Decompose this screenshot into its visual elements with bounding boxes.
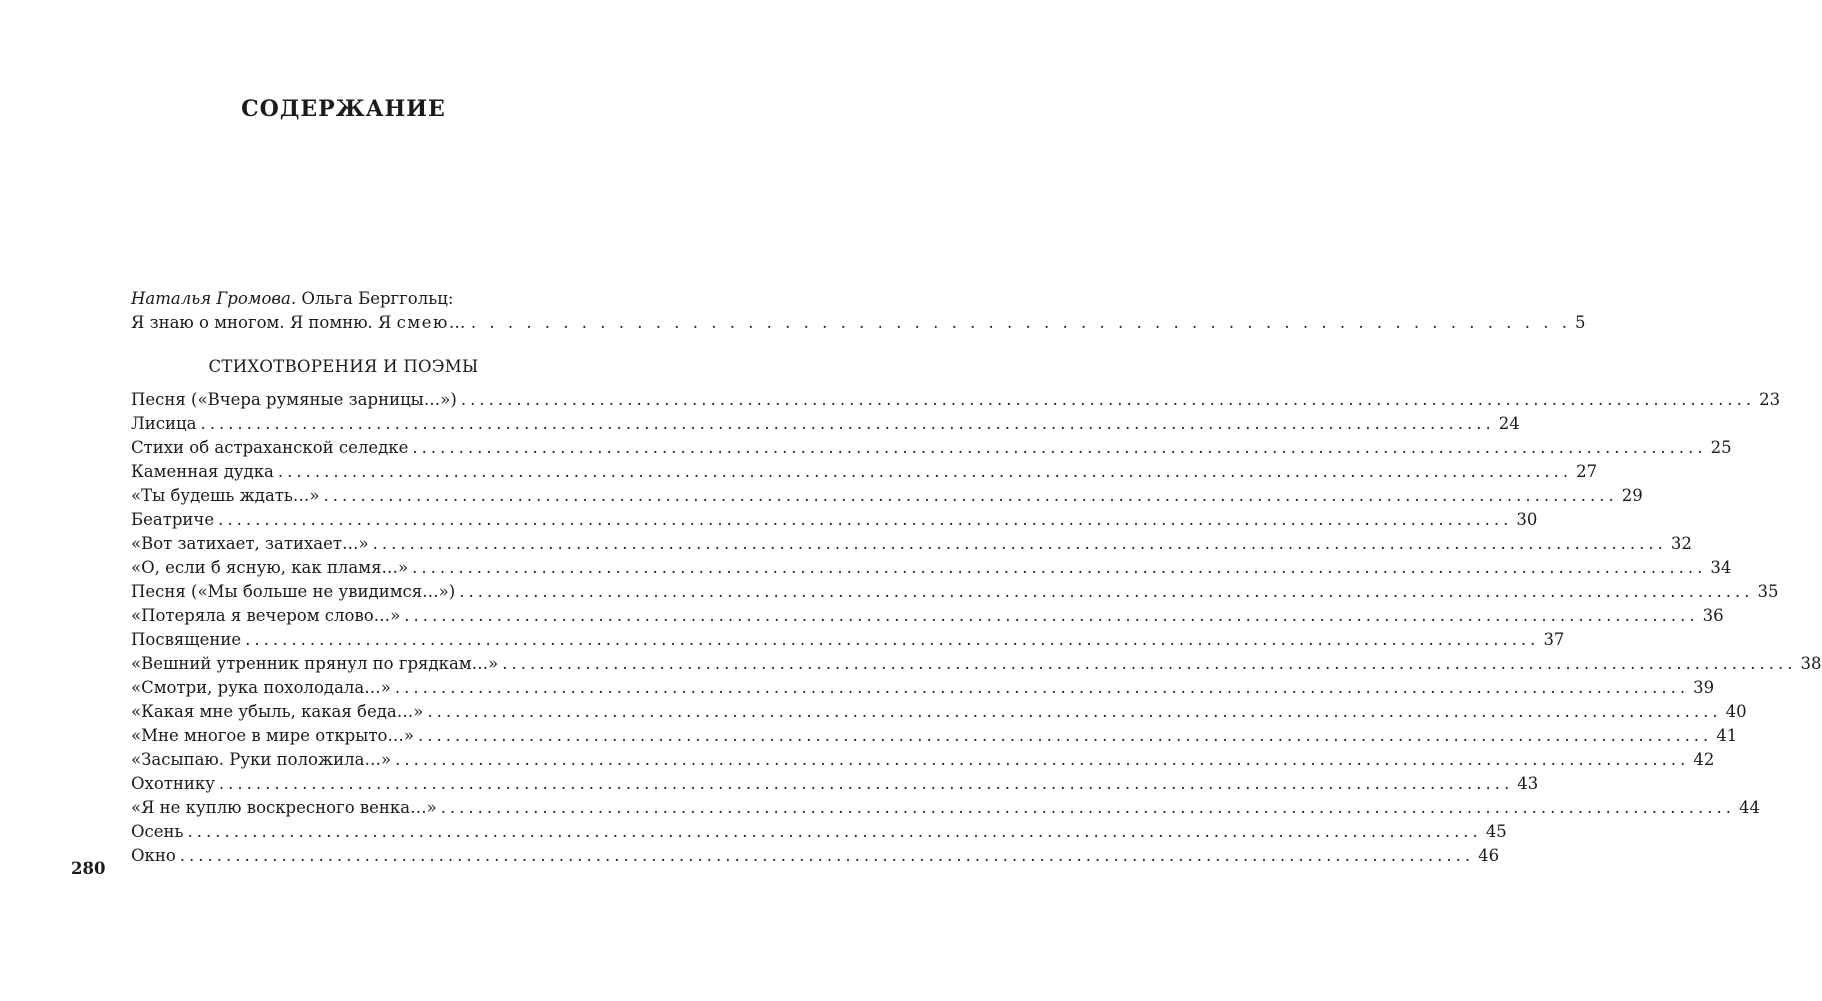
toc-entry: [131, 412, 1520, 436]
toc-entry: [131, 436, 1732, 460]
toc-entry-page: 41: [1716, 726, 1738, 745]
toc-entry: [131, 700, 1747, 724]
leader-dots: ............................................................................................................................................: [245, 630, 1540, 649]
toc-entry-page: 35: [1757, 582, 1779, 601]
toc-entry: [131, 460, 1598, 484]
intro-line-1: [131, 287, 607, 311]
toc-entry: [131, 508, 1538, 532]
toc-entry: [131, 484, 1643, 508]
toc-entry-page: 32: [1670, 534, 1692, 553]
leader-dots: ............................................................................................................................................: [323, 486, 1618, 505]
intro-title: [131, 311, 467, 335]
leader-dots: ............................................................................................................................................: [404, 606, 1699, 625]
toc-entry-page: 24: [1498, 414, 1520, 433]
leader-dots: ............................................................................................................................................: [277, 462, 1573, 481]
toc-entry: [131, 772, 1539, 796]
toc-entry-title: Песня («Мы больше не увидимся…»): [131, 582, 456, 601]
leader-dots: ............................................................................................................................................: [179, 846, 1475, 865]
toc-entry-page: 29: [1621, 486, 1643, 505]
leader-dots: ............................................................................................................................................: [440, 798, 1735, 817]
intro-page: 5: [1574, 313, 1586, 332]
toc-entry-page: 27: [1576, 462, 1598, 481]
toc-entry-title: «Я не куплю воскресного венка…»: [131, 798, 437, 817]
toc-entry-title: Беатриче: [131, 510, 215, 529]
toc-entry: [131, 532, 1692, 556]
toc-entry-page: 44: [1738, 798, 1760, 817]
toc-entry-title: Посвящение: [131, 630, 242, 649]
toc-entry-page: 36: [1702, 606, 1724, 625]
toc-entry: [131, 628, 1565, 652]
toc-entry-title: «О, если б ясную, как пламя…»: [131, 558, 409, 577]
toc-entry-title: Окно: [131, 846, 176, 865]
toc-entry-title: «Ты будешь ждать…»: [131, 486, 320, 505]
toc-entry: [131, 676, 1715, 700]
leader-dots: ............................................................................................................................................: [502, 654, 1797, 673]
leader-dots: ............................................................................................................................................: [427, 702, 1722, 721]
leader-dots: ............................................................................................................................................: [418, 726, 1713, 745]
toc-entry-page: 42: [1693, 750, 1715, 769]
leader-dots: ............................................................................................................................................: [200, 414, 1495, 433]
leader-dots: . . . . . . . . . . . . . . . . . . . . . . . . . . . . . . . . . . . . . . . . . . . . . . . . . . . . . . . . . . . .: [470, 313, 1571, 332]
toc-entry-title: Стихи об астраханской селедке: [131, 438, 409, 457]
page-title: СОДЕРЖАНИЕ: [241, 96, 446, 122]
toc-entry-title: Осень: [131, 822, 184, 841]
toc-entry-title: Песня («Вчера румяные зарницы…»): [131, 390, 457, 409]
intro-author: Наталья Громова.: [131, 289, 297, 308]
toc-entry: [131, 820, 1507, 844]
toc-entry: [131, 748, 1715, 772]
toc-entry-page: 46: [1478, 846, 1500, 865]
toc-entry: [131, 796, 1760, 820]
toc-entry-page: 37: [1543, 630, 1565, 649]
toc-entry-page: 25: [1710, 438, 1732, 457]
toc-entry: [131, 844, 1500, 868]
leader-dots: ............................................................................................................................................: [459, 582, 1754, 601]
intro-subtitle: Ольга Берггольц:: [301, 289, 454, 308]
leader-dots: ............................................................................................................................................: [412, 558, 1707, 577]
intro-title-spaced-word: смею…: [396, 313, 467, 332]
section-heading: СТИХОТВОРЕНИЯ И ПОЭМЫ: [208, 357, 479, 376]
intro-line-2: [131, 311, 1586, 335]
toc-entry-title: Охотнику: [131, 774, 215, 793]
toc-entry-page: 23: [1759, 390, 1781, 409]
toc-entry-page: 40: [1725, 702, 1747, 721]
leader-dots: ............................................................................................................................................: [460, 390, 1756, 409]
toc-entry: [131, 604, 1724, 628]
leader-dots: ............................................................................................................................................: [412, 438, 1707, 457]
intro-title-text: Я знаю о многом. Я помню. Я: [131, 313, 392, 332]
toc-entry-page: 38: [1800, 654, 1822, 673]
toc-entry: [131, 580, 1779, 604]
toc-entry-page: 39: [1693, 678, 1715, 697]
toc-entry-page: 43: [1517, 774, 1539, 793]
toc-entry-page: 45: [1485, 822, 1507, 841]
toc-entry-title: «Вешний утренник прянул по грядкам…»: [131, 654, 499, 673]
toc-entry-title: Каменная дудка: [131, 462, 274, 481]
toc-entry-page: 30: [1516, 510, 1538, 529]
toc-entry-page: 34: [1710, 558, 1732, 577]
toc-entry: [131, 724, 1738, 748]
toc-entry-title: «Какая мне убыль, какая беда…»: [131, 702, 424, 721]
leader-dots: ............................................................................................................................................: [394, 678, 1690, 697]
leader-dots: ............................................................................................................................................: [218, 774, 1514, 793]
toc-entry: [131, 388, 1781, 412]
toc-entry: [131, 652, 1822, 676]
page-number: 280: [71, 859, 106, 878]
toc-entry-title: Лисица: [131, 414, 197, 433]
intro-entry: [131, 287, 1586, 335]
toc-entry-title: «Засыпаю. Руки положила…»: [131, 750, 392, 769]
leader-dots: ............................................................................................................................................: [187, 822, 1482, 841]
leader-dots: ............................................................................................................................................: [218, 510, 1513, 529]
toc-list: [131, 388, 1822, 868]
toc-entry-title: «Смотри, рука похолодала…»: [131, 678, 391, 697]
leader-dots: ............................................................................................................................................: [372, 534, 1667, 553]
toc-entry-title: «Потеряла я вечером слово…»: [131, 606, 401, 625]
toc-entry: [131, 556, 1732, 580]
leader-dots: ............................................................................................................................................: [395, 750, 1690, 769]
toc-entry-title: «Мне многое в мире открыто…»: [131, 726, 415, 745]
toc-entry-title: «Вот затихает, затихает…»: [131, 534, 369, 553]
